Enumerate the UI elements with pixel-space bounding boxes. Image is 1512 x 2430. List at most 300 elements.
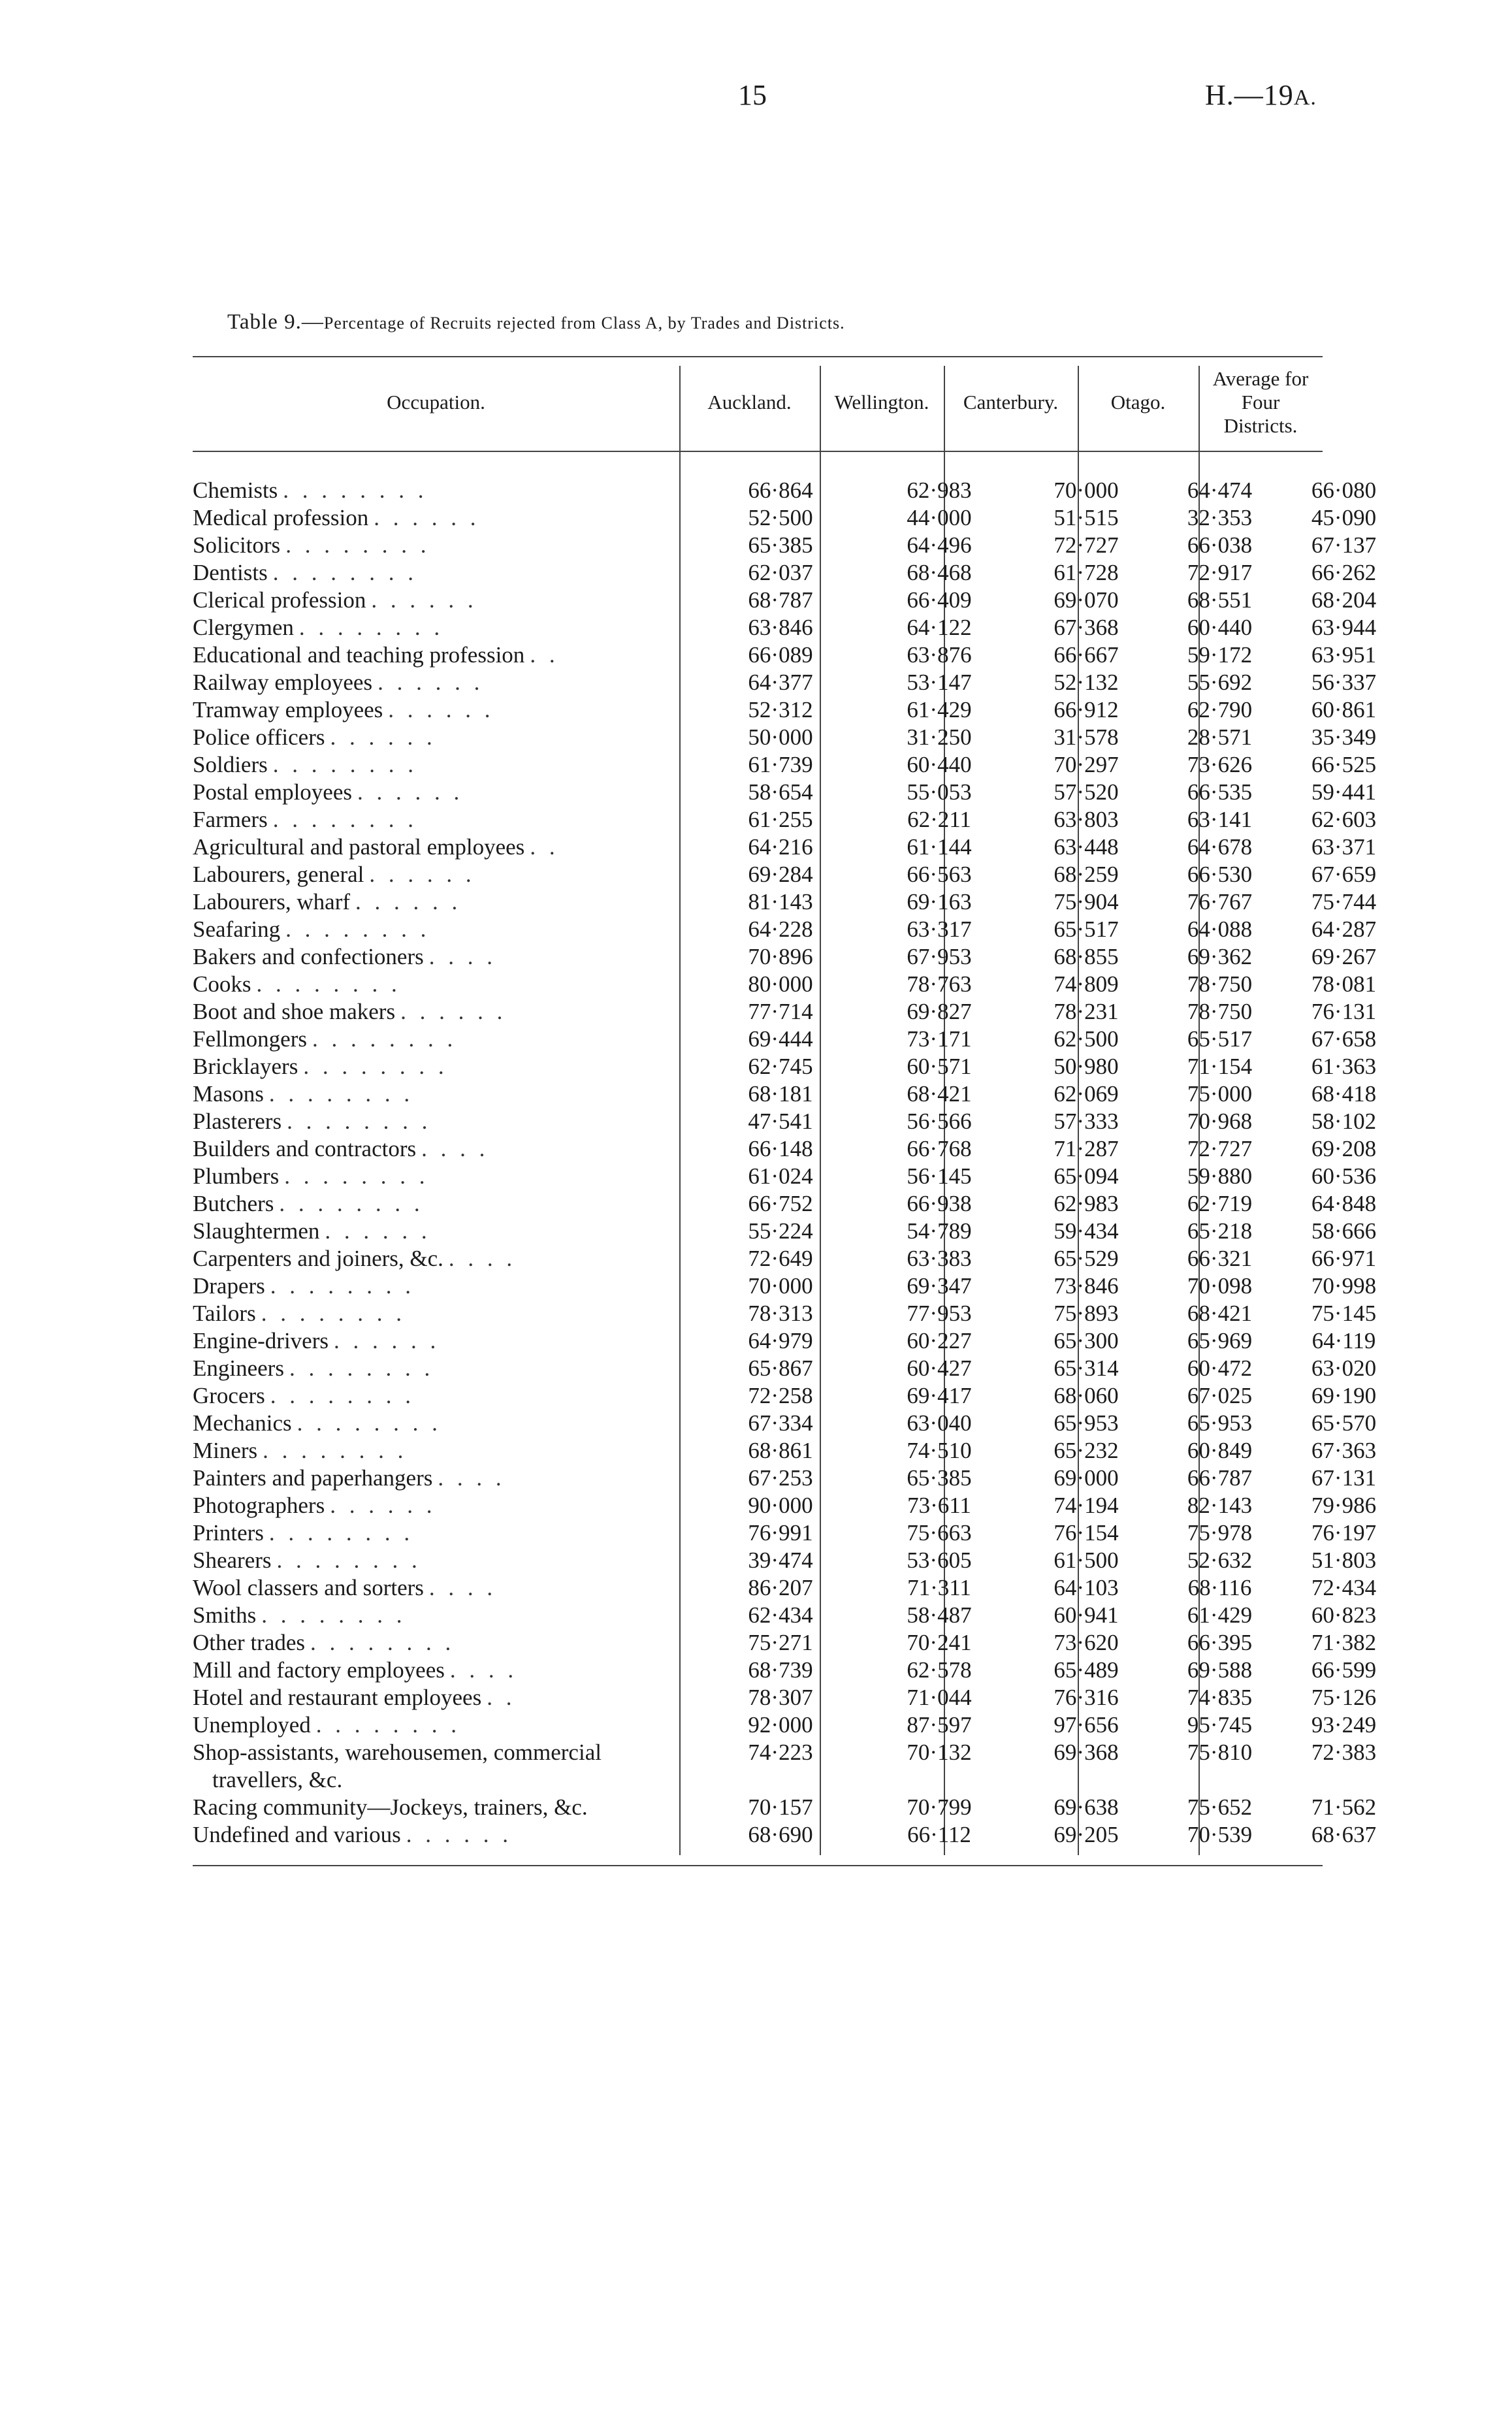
table-title — [227, 310, 845, 334]
table-row — [193, 998, 1404, 1026]
occupation-cell — [193, 1739, 699, 1766]
occupation-cell — [193, 1465, 699, 1492]
average-value: 68·204 — [1311, 587, 1377, 613]
otago-value: 69·588 — [1187, 1657, 1253, 1683]
auckland-value: 63·846 — [748, 615, 813, 640]
rejection-table — [193, 477, 1404, 1849]
table-row — [193, 1629, 1404, 1657]
average-value: 61·363 — [1311, 1054, 1377, 1079]
occupation-name: Labourers, general — [193, 862, 364, 887]
canterbury-value: 62·069 — [1054, 1081, 1119, 1107]
average-value: 68·418 — [1311, 1081, 1377, 1107]
otago-value: 70·098 — [1187, 1273, 1253, 1299]
occupation-cell — [193, 1602, 699, 1629]
occupation-name: Unemployed — [193, 1712, 311, 1738]
wellington-value: 70·241 — [907, 1630, 972, 1655]
table-row — [193, 1602, 1404, 1629]
canterbury-value: 65·314 — [1054, 1355, 1119, 1381]
occupation-cell — [193, 1135, 699, 1163]
occupation-name: Postal employees — [193, 779, 352, 805]
canterbury-value: 70·000 — [1054, 478, 1119, 503]
auckland-value: 69·444 — [748, 1026, 813, 1052]
otago-value: 60·849 — [1187, 1438, 1253, 1463]
wellington-value: 73·171 — [907, 1026, 972, 1052]
auckland-value: 64·216 — [748, 834, 813, 860]
occupation-cell — [193, 1629, 699, 1657]
canterbury-value: 61·728 — [1054, 560, 1119, 585]
otago-value: 75·978 — [1187, 1520, 1253, 1546]
wellington-value: 66·938 — [907, 1191, 972, 1216]
wellington-value: 63·317 — [907, 916, 972, 942]
average-value: 68·637 — [1311, 1822, 1377, 1847]
auckland-value: 52·500 — [748, 505, 813, 530]
wellington-value: 71·311 — [907, 1575, 971, 1600]
auckland-value: 50·000 — [748, 724, 813, 750]
canterbury-value: 50·980 — [1054, 1054, 1119, 1079]
wellington-value: 71·044 — [907, 1685, 972, 1710]
auckland-value: 67·253 — [748, 1465, 813, 1491]
canterbury-value: 65·529 — [1054, 1246, 1119, 1271]
average-value: 35·349 — [1311, 724, 1377, 750]
table-title-text: Percentage of Recruits rejected from Class A, by Trades and Districts. — [323, 314, 845, 332]
auckland-value: 81·143 — [748, 889, 813, 915]
leader-dots: . . . . . . — [325, 1218, 431, 1244]
canterbury-value: 63·448 — [1054, 834, 1119, 860]
occupation-name: Cooks — [193, 971, 251, 997]
wellington-value: 63·876 — [907, 642, 972, 668]
occupation-cell — [193, 559, 699, 587]
wellington-value: 68·421 — [907, 1081, 972, 1107]
table-row — [193, 1135, 1404, 1163]
wellington-value: 62·211 — [907, 807, 971, 832]
average-value: 60·536 — [1311, 1163, 1377, 1189]
leader-dots: . . . . . . . . — [297, 1410, 442, 1436]
empty-cell — [862, 1766, 1016, 1794]
auckland-value: 92·000 — [748, 1712, 813, 1738]
leader-dots: . . . . . . — [357, 779, 464, 805]
average-value: 63·020 — [1311, 1355, 1377, 1381]
leader-dots: . . . . . . . . — [270, 1383, 415, 1408]
header-average — [1198, 367, 1323, 438]
canterbury-value: 73·846 — [1054, 1273, 1119, 1299]
auckland-value: 66·089 — [748, 642, 813, 668]
occupation-cell — [193, 1492, 699, 1519]
auckland-value: 64·377 — [748, 670, 813, 695]
leader-dots: . . — [487, 1685, 516, 1710]
wellington-value: 69·163 — [907, 889, 972, 915]
table-row — [193, 1300, 1404, 1327]
table-row — [193, 1657, 1404, 1684]
auckland-value: 72·258 — [748, 1383, 813, 1408]
leader-dots: . . . . . . . . — [261, 1301, 406, 1326]
canterbury-value: 70·297 — [1054, 752, 1119, 777]
canterbury-value: 52·132 — [1054, 670, 1119, 695]
wellington-value: 69·347 — [907, 1273, 972, 1299]
occupation-cell — [193, 724, 699, 751]
occupation-cell — [193, 1547, 699, 1574]
otago-value: 66·535 — [1187, 779, 1253, 805]
occupation-cell — [193, 888, 699, 916]
doc-ref-main: H.—19 — [1205, 79, 1294, 111]
occupation-cell — [193, 1519, 699, 1547]
average-value: 66·262 — [1311, 560, 1377, 585]
average-value: 75·145 — [1311, 1301, 1377, 1326]
canterbury-value: 68·060 — [1054, 1383, 1119, 1408]
occupation-cell — [193, 1190, 699, 1218]
occupation-name: Grocers — [193, 1383, 265, 1408]
otago-value: 68·116 — [1187, 1575, 1252, 1600]
average-value: 67·137 — [1311, 532, 1377, 558]
auckland-value: 86·207 — [748, 1575, 813, 1600]
canterbury-value: 65·232 — [1054, 1438, 1119, 1463]
occupation-name: Printers — [193, 1520, 264, 1546]
wellington-value: 70·799 — [907, 1794, 972, 1820]
table-row — [193, 1053, 1404, 1080]
leader-dots: . . . . — [428, 944, 496, 969]
wellington-value: 61·144 — [907, 834, 972, 860]
otago-value: 65·218 — [1187, 1218, 1253, 1244]
average-value: 65·570 — [1311, 1410, 1377, 1436]
canterbury-value: 68·855 — [1054, 944, 1119, 969]
occupation-cell — [193, 861, 699, 888]
table-row — [193, 1437, 1404, 1465]
header-average-line1: Average for — [1212, 367, 1309, 390]
wellington-value: 60·571 — [907, 1054, 972, 1079]
auckland-value: 70·157 — [748, 1794, 813, 1820]
canterbury-value: 75·893 — [1054, 1301, 1119, 1326]
occupation-cell — [193, 1327, 699, 1355]
wellington-value: 66·563 — [907, 862, 972, 887]
average-value: 93·249 — [1311, 1712, 1377, 1738]
otago-value: 62·719 — [1187, 1191, 1253, 1216]
table-row — [193, 1190, 1404, 1218]
occupation-cell — [193, 1657, 699, 1684]
occupation-cell — [193, 806, 699, 834]
table-title-prefix: Table 9.— — [227, 310, 324, 334]
table-row — [193, 971, 1404, 998]
auckland-value: 61·255 — [748, 807, 813, 832]
wellington-value: 44·000 — [907, 505, 972, 530]
leader-dots: . . — [530, 834, 559, 860]
wellington-value: 61·429 — [907, 697, 972, 722]
otago-value: 70·539 — [1187, 1822, 1253, 1847]
otago-value: 69·362 — [1187, 944, 1253, 969]
canterbury-value: 69·000 — [1054, 1465, 1119, 1491]
average-value: 70·998 — [1311, 1273, 1377, 1299]
header-wellington: Wellington. — [834, 391, 929, 413]
table-row — [193, 1519, 1404, 1547]
wellington-value: 58·487 — [907, 1602, 972, 1628]
header-average-line3: Districts. — [1223, 414, 1298, 437]
otago-value: 65·953 — [1187, 1410, 1253, 1436]
auckland-value: 68·690 — [748, 1822, 813, 1847]
auckland-value: 69·284 — [748, 862, 813, 887]
canterbury-value: 65·517 — [1054, 916, 1119, 942]
auckland-value: 68·739 — [748, 1657, 813, 1683]
canterbury-value: 51·515 — [1054, 505, 1119, 530]
occupation-name: Carpenters and joiners, &c. — [193, 1246, 443, 1271]
leader-dots: . . . . . . — [333, 1328, 440, 1353]
average-value: 63·944 — [1311, 615, 1377, 640]
table-row — [193, 1794, 1404, 1821]
empty-cell — [699, 1766, 862, 1794]
canterbury-value: 97·656 — [1054, 1712, 1119, 1738]
otago-value: 28·571 — [1187, 724, 1253, 750]
occupation-cell — [193, 1794, 699, 1821]
otago-value: 78·750 — [1187, 999, 1253, 1024]
leader-dots: . . . . . . — [400, 999, 507, 1024]
otago-value: 66·321 — [1187, 1246, 1253, 1271]
auckland-value: 90·000 — [748, 1493, 813, 1518]
wellington-value: 68·468 — [907, 560, 972, 585]
leader-dots: . . . . . . — [378, 670, 484, 695]
table-row — [193, 1108, 1404, 1135]
header-average-line2: Four — [1241, 391, 1280, 413]
canterbury-value: 64·103 — [1054, 1575, 1119, 1600]
wellington-value: 62·578 — [907, 1657, 972, 1683]
occupation-name: Plumbers — [193, 1163, 280, 1189]
table-row — [193, 587, 1404, 614]
table-row — [193, 1355, 1404, 1382]
auckland-value: 47·541 — [748, 1109, 813, 1134]
otago-value: 72·727 — [1187, 1136, 1253, 1161]
occupation-name: Bricklayers — [193, 1054, 298, 1079]
auckland-value: 68·787 — [748, 587, 813, 613]
header-occupation: Occupation. — [387, 391, 485, 413]
auckland-value: 78·313 — [748, 1301, 813, 1326]
occupation-name: Miners — [193, 1438, 258, 1463]
header-top-rule — [193, 356, 1323, 357]
average-value: 67·131 — [1311, 1465, 1377, 1491]
occupation-cell — [193, 1410, 699, 1437]
table-row — [193, 806, 1404, 834]
table-row — [193, 641, 1404, 669]
header-bottom-rule — [193, 451, 1323, 452]
table-row — [193, 724, 1404, 751]
average-value: 79·986 — [1311, 1493, 1377, 1518]
table-row — [193, 888, 1404, 916]
leader-dots: . . . . . . . . — [270, 1273, 415, 1299]
occupation-cell — [193, 1245, 699, 1272]
leader-dots: . . . . . . . . — [310, 1630, 455, 1655]
leader-dots: . . . . . . — [355, 889, 462, 915]
wellington-value: 64·496 — [907, 532, 972, 558]
occupation-name: Shop-assistants, warehousemen, commercial — [193, 1740, 602, 1765]
table-row — [193, 834, 1404, 861]
leader-dots: . . . . . . . . — [279, 1191, 424, 1216]
otago-value: 61·429 — [1187, 1602, 1253, 1628]
wellington-value: 66·112 — [907, 1822, 971, 1847]
leader-dots: . . . . — [438, 1465, 506, 1491]
leader-dots: . . . . . . . . — [261, 1602, 406, 1628]
leader-dots: . . . . . . — [330, 724, 436, 750]
average-value: 69·190 — [1311, 1383, 1377, 1408]
occupation-cell — [193, 696, 699, 724]
occupation-name: Engine-drivers — [193, 1328, 329, 1353]
average-value: 66·525 — [1311, 752, 1377, 777]
wellington-value: 55·053 — [907, 779, 972, 805]
auckland-value: 61·739 — [748, 752, 813, 777]
occupation-cell — [193, 1080, 699, 1108]
leader-dots: . . . . . . . . — [287, 1109, 432, 1134]
otago-value: 73·626 — [1187, 752, 1253, 777]
otago-value: 64·088 — [1187, 916, 1253, 942]
occupation-name: Labourers, wharf — [193, 889, 351, 915]
leader-dots: . . . . . . — [330, 1493, 436, 1518]
leader-dots: . . . . . . . . — [272, 752, 417, 777]
canterbury-value: 62·500 — [1054, 1026, 1119, 1052]
otago-value: 95·745 — [1187, 1712, 1253, 1738]
average-value: 67·658 — [1311, 1026, 1377, 1052]
occupation-cell — [193, 1053, 699, 1080]
table-row — [193, 1821, 1404, 1849]
auckland-value: 77·714 — [748, 999, 813, 1024]
wellington-value: 63·383 — [907, 1246, 972, 1271]
occupation-cell — [193, 1218, 699, 1245]
occupation-name: Dentists — [193, 560, 268, 585]
average-value: 66·971 — [1311, 1246, 1377, 1271]
occupation-cell — [193, 504, 699, 532]
table-bottom-rule — [193, 1865, 1323, 1866]
auckland-value: 66·752 — [748, 1191, 813, 1216]
occupation-name: Masons — [193, 1081, 264, 1107]
occupation-cell — [193, 779, 699, 806]
table-row — [193, 1492, 1404, 1519]
occupation-name: Solicitors — [193, 532, 281, 558]
occupation-name: Engineers — [193, 1355, 284, 1381]
otago-value: 52·632 — [1187, 1547, 1253, 1573]
canterbury-value: 69·205 — [1054, 1822, 1119, 1847]
table-row — [193, 779, 1404, 806]
occupation-name: Seafaring — [193, 916, 281, 942]
occupation-name: Undefined and various — [193, 1822, 401, 1847]
page-number: 15 — [738, 79, 767, 111]
wellington-value: 67·953 — [907, 944, 972, 969]
doc-ref-suffix: A. — [1293, 86, 1317, 110]
occupation-name: Farmers — [193, 807, 268, 832]
leader-dots: . . . . . . . . — [312, 1026, 457, 1052]
occupation-name: Police officers — [193, 724, 325, 750]
leader-dots: . . . . . . . . — [298, 615, 444, 640]
leader-dots: . . . . — [428, 1575, 497, 1600]
wellington-value: 66·409 — [907, 587, 972, 613]
canterbury-value: 59·434 — [1054, 1218, 1119, 1244]
occupation-name: Mill and factory employees — [193, 1657, 445, 1683]
auckland-value: 64·979 — [748, 1328, 813, 1353]
average-value: 66·080 — [1311, 478, 1377, 503]
otago-value: 75·000 — [1187, 1081, 1253, 1107]
otago-value: 65·969 — [1187, 1328, 1253, 1353]
occupation-name: Railway employees — [193, 670, 373, 695]
average-value: 72·383 — [1311, 1740, 1377, 1765]
otago-value: 63·141 — [1187, 807, 1253, 832]
average-value: 66·599 — [1311, 1657, 1377, 1683]
wellington-value: 77·953 — [907, 1301, 972, 1326]
table-row — [193, 696, 1404, 724]
canterbury-value: 72·727 — [1054, 532, 1119, 558]
occupation-name: Painters and paperhangers — [193, 1465, 433, 1491]
canterbury-value: 69·070 — [1054, 587, 1119, 613]
table-row — [193, 1574, 1404, 1602]
leader-dots: . . . . . . . . — [289, 1355, 434, 1381]
otago-value: 68·421 — [1187, 1301, 1253, 1326]
occupation-cell — [193, 1272, 699, 1300]
empty-cell — [1016, 1766, 1156, 1794]
otago-value: 72·917 — [1187, 560, 1253, 585]
occupation-cell — [193, 1574, 699, 1602]
otago-value: 32·353 — [1187, 505, 1253, 530]
canterbury-value: 76·316 — [1054, 1685, 1119, 1710]
otago-value: 74·835 — [1187, 1685, 1253, 1710]
canterbury-value: 76·154 — [1054, 1520, 1119, 1546]
average-value: 58·666 — [1311, 1218, 1377, 1244]
otago-value: 75·810 — [1187, 1740, 1253, 1765]
otago-value: 66·787 — [1187, 1465, 1253, 1491]
occupation-cell — [193, 834, 699, 861]
wellington-value: 60·440 — [907, 752, 972, 777]
average-value: 69·208 — [1311, 1136, 1377, 1161]
otago-value: 66·530 — [1187, 862, 1253, 887]
wellington-value: 54·789 — [907, 1218, 972, 1244]
leader-dots: . . . . . . — [388, 697, 494, 722]
auckland-value: 70·896 — [748, 944, 813, 969]
average-value: 58·102 — [1311, 1109, 1377, 1134]
canterbury-value: 57·520 — [1054, 779, 1119, 805]
otago-value: 62·790 — [1187, 697, 1253, 722]
leader-dots: . . . . . . . . — [256, 971, 401, 997]
canterbury-value: 69·638 — [1054, 1794, 1119, 1820]
leader-dots: . . . . . . . . — [268, 1520, 414, 1546]
header-otago: Otago. — [1110, 391, 1166, 413]
canterbury-value: 65·300 — [1054, 1328, 1119, 1353]
occupation-name: Other trades — [193, 1630, 306, 1655]
occupation-cell — [193, 1163, 699, 1190]
average-value: 62·603 — [1311, 807, 1377, 832]
wellington-value: 31·250 — [907, 724, 972, 750]
auckland-value: 78·307 — [748, 1685, 813, 1710]
table-row — [193, 1026, 1404, 1053]
wellington-value: 56·145 — [907, 1163, 972, 1189]
leader-dots: . . . . . . — [369, 862, 475, 887]
average-value: 45·090 — [1311, 505, 1377, 530]
occupation-name: Hotel and restaurant employees — [193, 1685, 482, 1710]
occupation-name: Agricultural and pastoral employees — [193, 834, 525, 860]
average-value: 76·131 — [1311, 999, 1377, 1024]
empty-cell — [1156, 1766, 1283, 1794]
otago-value: 59·172 — [1187, 642, 1253, 668]
average-value: 59·441 — [1311, 779, 1377, 805]
otago-value: 55·692 — [1187, 670, 1253, 695]
canterbury-value: 67·368 — [1054, 615, 1119, 640]
auckland-value: 61·024 — [748, 1163, 813, 1189]
auckland-value: 74·223 — [748, 1740, 813, 1765]
wellington-value: 60·227 — [907, 1328, 972, 1353]
table-row — [193, 1684, 1404, 1711]
table-row — [193, 1218, 1404, 1245]
average-value: 56·337 — [1311, 670, 1377, 695]
leader-dots: . . . . . . . . — [283, 478, 428, 503]
occupation-name: Clerical profession — [193, 587, 366, 613]
leader-dots: . . . . — [421, 1136, 489, 1161]
table-row — [193, 559, 1404, 587]
document-reference — [1205, 78, 1317, 112]
otago-value: 71·154 — [1187, 1054, 1253, 1079]
canterbury-value: 66·912 — [1054, 697, 1119, 722]
table-row — [193, 1739, 1404, 1766]
auckland-value: 65·867 — [748, 1355, 813, 1381]
auckland-value: 75·271 — [748, 1630, 813, 1655]
wellington-value: 53·605 — [907, 1547, 972, 1573]
